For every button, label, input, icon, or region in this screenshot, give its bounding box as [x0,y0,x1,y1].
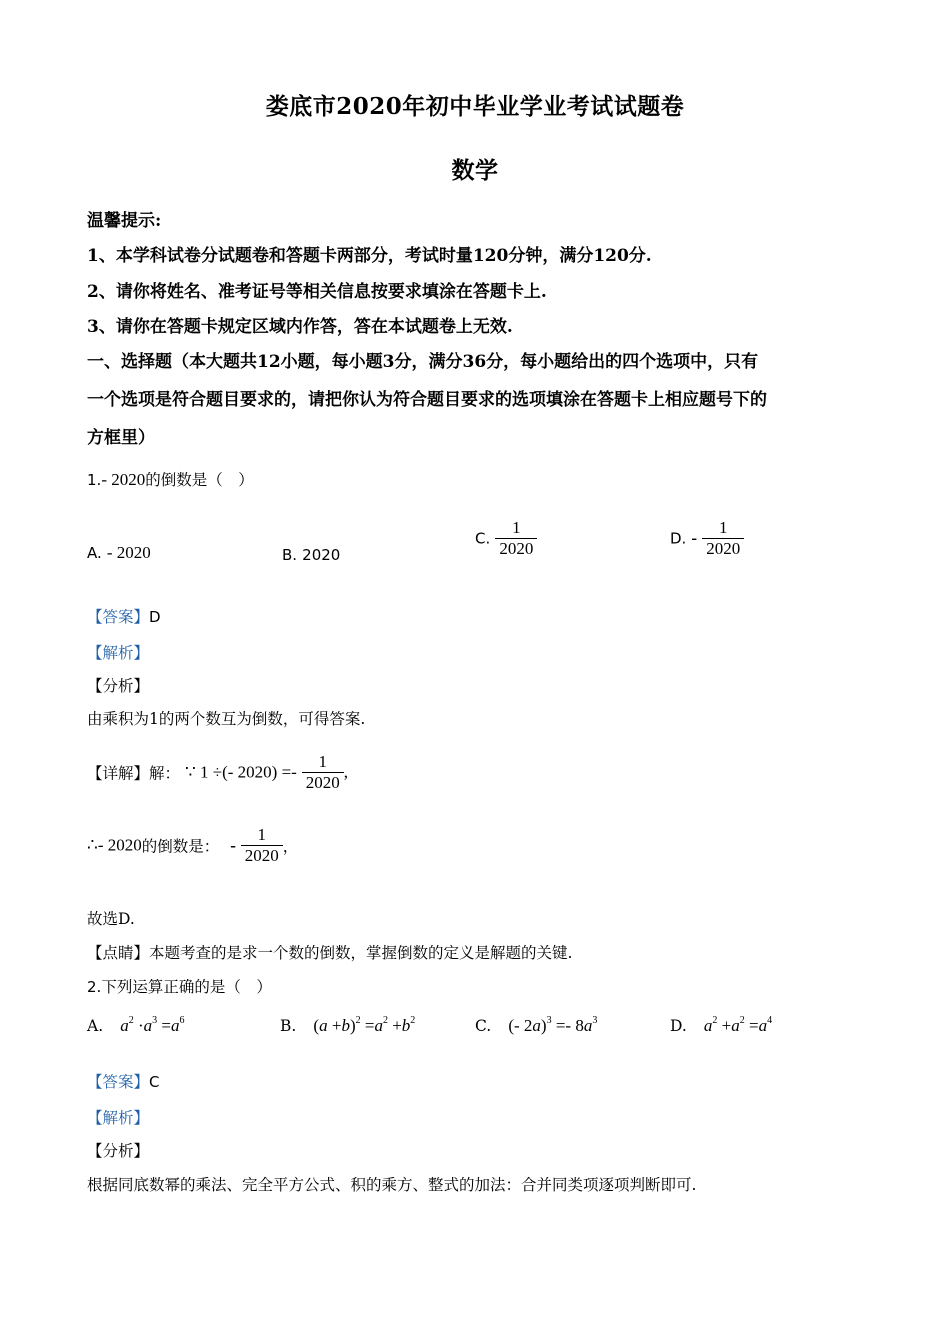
q2-analysis-tag: 【解析】 [87,1109,150,1127]
q1-stem [87,468,254,490]
q1-option-a-value: - 2020 [106,543,151,562]
q1-detail-numerator: 1 [318,752,328,771]
q1-conclusion-denominator: 2020 [241,845,283,866]
q1-number: 1. [87,471,102,489]
paper-subject: 数学 [451,157,499,184]
q1-option-d [670,518,744,559]
q2-option-c [475,1016,597,1036]
q1-answer [87,605,161,627]
section-heading-line-1: 一、选择题（本大题共12小题，每小题3分，满分36分，每小题给出的四个选项中，只有 [87,352,759,372]
q2-number: 2. [87,978,102,996]
q2-answer [87,1070,160,1092]
section-heading-line-3: 方框里） [87,428,155,448]
q2-option-d-label: D. [670,1017,687,1035]
q2-option-d [670,1016,772,1036]
q1-stem-text: 的倒数是（ ） [145,471,254,489]
q2-option-c-label: C. [475,1017,492,1035]
q1-conclusion-sign: - [230,835,236,855]
q1-option-b-label: B. [282,546,298,564]
q1-conclusion-expr: ∴- 2020 [87,835,142,855]
q1-detail-prefix: 解： [149,764,181,783]
notice-item-2: 2、请你将姓名、准考证号等相关信息按要求填涂在答题卡上. [87,282,547,302]
q1-detail-fraction [302,752,344,793]
q1-option-b [282,545,340,564]
q1-detail-denominator: 2020 [302,772,344,793]
q2-answer-value: C [149,1073,160,1091]
q1-option-d-denominator: 2020 [702,538,744,559]
q1-detail [87,752,348,793]
q2-option-c-formula: (- $2a)^3 =- 8a^3$ [508,1015,598,1035]
q1-choose: 故选D. [87,910,135,928]
q1-analysis-tag: 【解析】 [87,644,150,662]
q1-dianjing [87,941,572,963]
q2-option-a-label: A. [87,1017,104,1035]
q1-fenxi-tag: 【分析】 [87,677,150,695]
notice-heading: 温馨提示: [87,211,162,231]
q1-option-d-numerator: 1 [718,518,728,537]
q1-option-a-label: A. [87,544,102,562]
q2-fenxi-text: 根据同底数幂的乘法、完全平方公式、积的乘方、整式的加法：合并同类项逐项判断即可. [87,1176,697,1194]
q1-conclusion [87,825,298,866]
q2-answer-tag: 【答案】 [87,1073,150,1091]
q2-stem [87,975,272,997]
q1-answer-tag: 【答案】 [87,608,150,626]
q2-option-b-formula: $(a +b)^2 =a^2 +b^2$ [313,1015,416,1035]
q1-option-c-denominator: 2020 [495,538,537,559]
q1-answer-value: D [149,608,161,626]
notice-item-3: 3、请你在答题卡规定区域内作答，答在本试题卷上无效. [87,317,513,337]
q1-conclusion-text: 的倒数是： [141,837,220,856]
q1-conclusion-numerator: 1 [257,825,267,844]
q1-option-d-sign: - [691,528,698,548]
q1-detail-tag: 【详解】 [87,764,150,783]
q1-option-a [87,543,151,563]
q1-option-b-value: 2020 [302,546,341,564]
q1-option-c-label: C. [475,529,491,548]
q1-option-d-label: D. [670,529,687,548]
q1-detail-end: , [343,762,349,782]
q1-conclusion-fraction [241,825,283,866]
paper-title: 娄底市2020年初中毕业学业考试试题卷 [265,93,685,120]
section-heading-line-2: 一个选项是符合题目要求的，请把你认为符合题目要求的选项填涂在答题卡上相应题号下的 [87,390,767,410]
q1-dianjing-text: 本题考查的是求一个数的倒数，掌握倒数的定义是解题的关键. [149,944,573,962]
q1-stem-expr: - 2020 [101,470,146,489]
q1-dianjing-tag: 【点睛】 [87,944,150,962]
q1-option-c-numerator: 1 [512,518,521,537]
q1-option-d-fraction [702,518,744,559]
q1-conclusion-end: ， [282,837,299,856]
q2-option-a-formula: $a^2 \cdot a^3 =a^6$ [120,1015,185,1035]
q1-option-c-fraction [495,518,537,559]
q2-option-b [280,1016,415,1036]
q2-option-a [87,1016,184,1036]
q1-detail-expr: ∵ 1 ÷(- 2020) =- [184,762,297,782]
q2-option-b-label: B. [280,1017,297,1035]
q2-fenxi-tag: 【分析】 [87,1142,150,1160]
q2-stem-text: 下列运算正确的是（ ） [101,978,272,996]
q1-option-c [475,518,537,559]
q2-option-d-formula: $a^2 +a^2 =a^4$ [703,1015,773,1035]
q1-fenxi-text: 由乘积为1的两个数互为倒数，可得答案. [87,710,366,728]
notice-item-1: 1、本学科试卷分试题卷和答题卡两部分，考试时量120分钟，满分120分. [87,246,652,266]
